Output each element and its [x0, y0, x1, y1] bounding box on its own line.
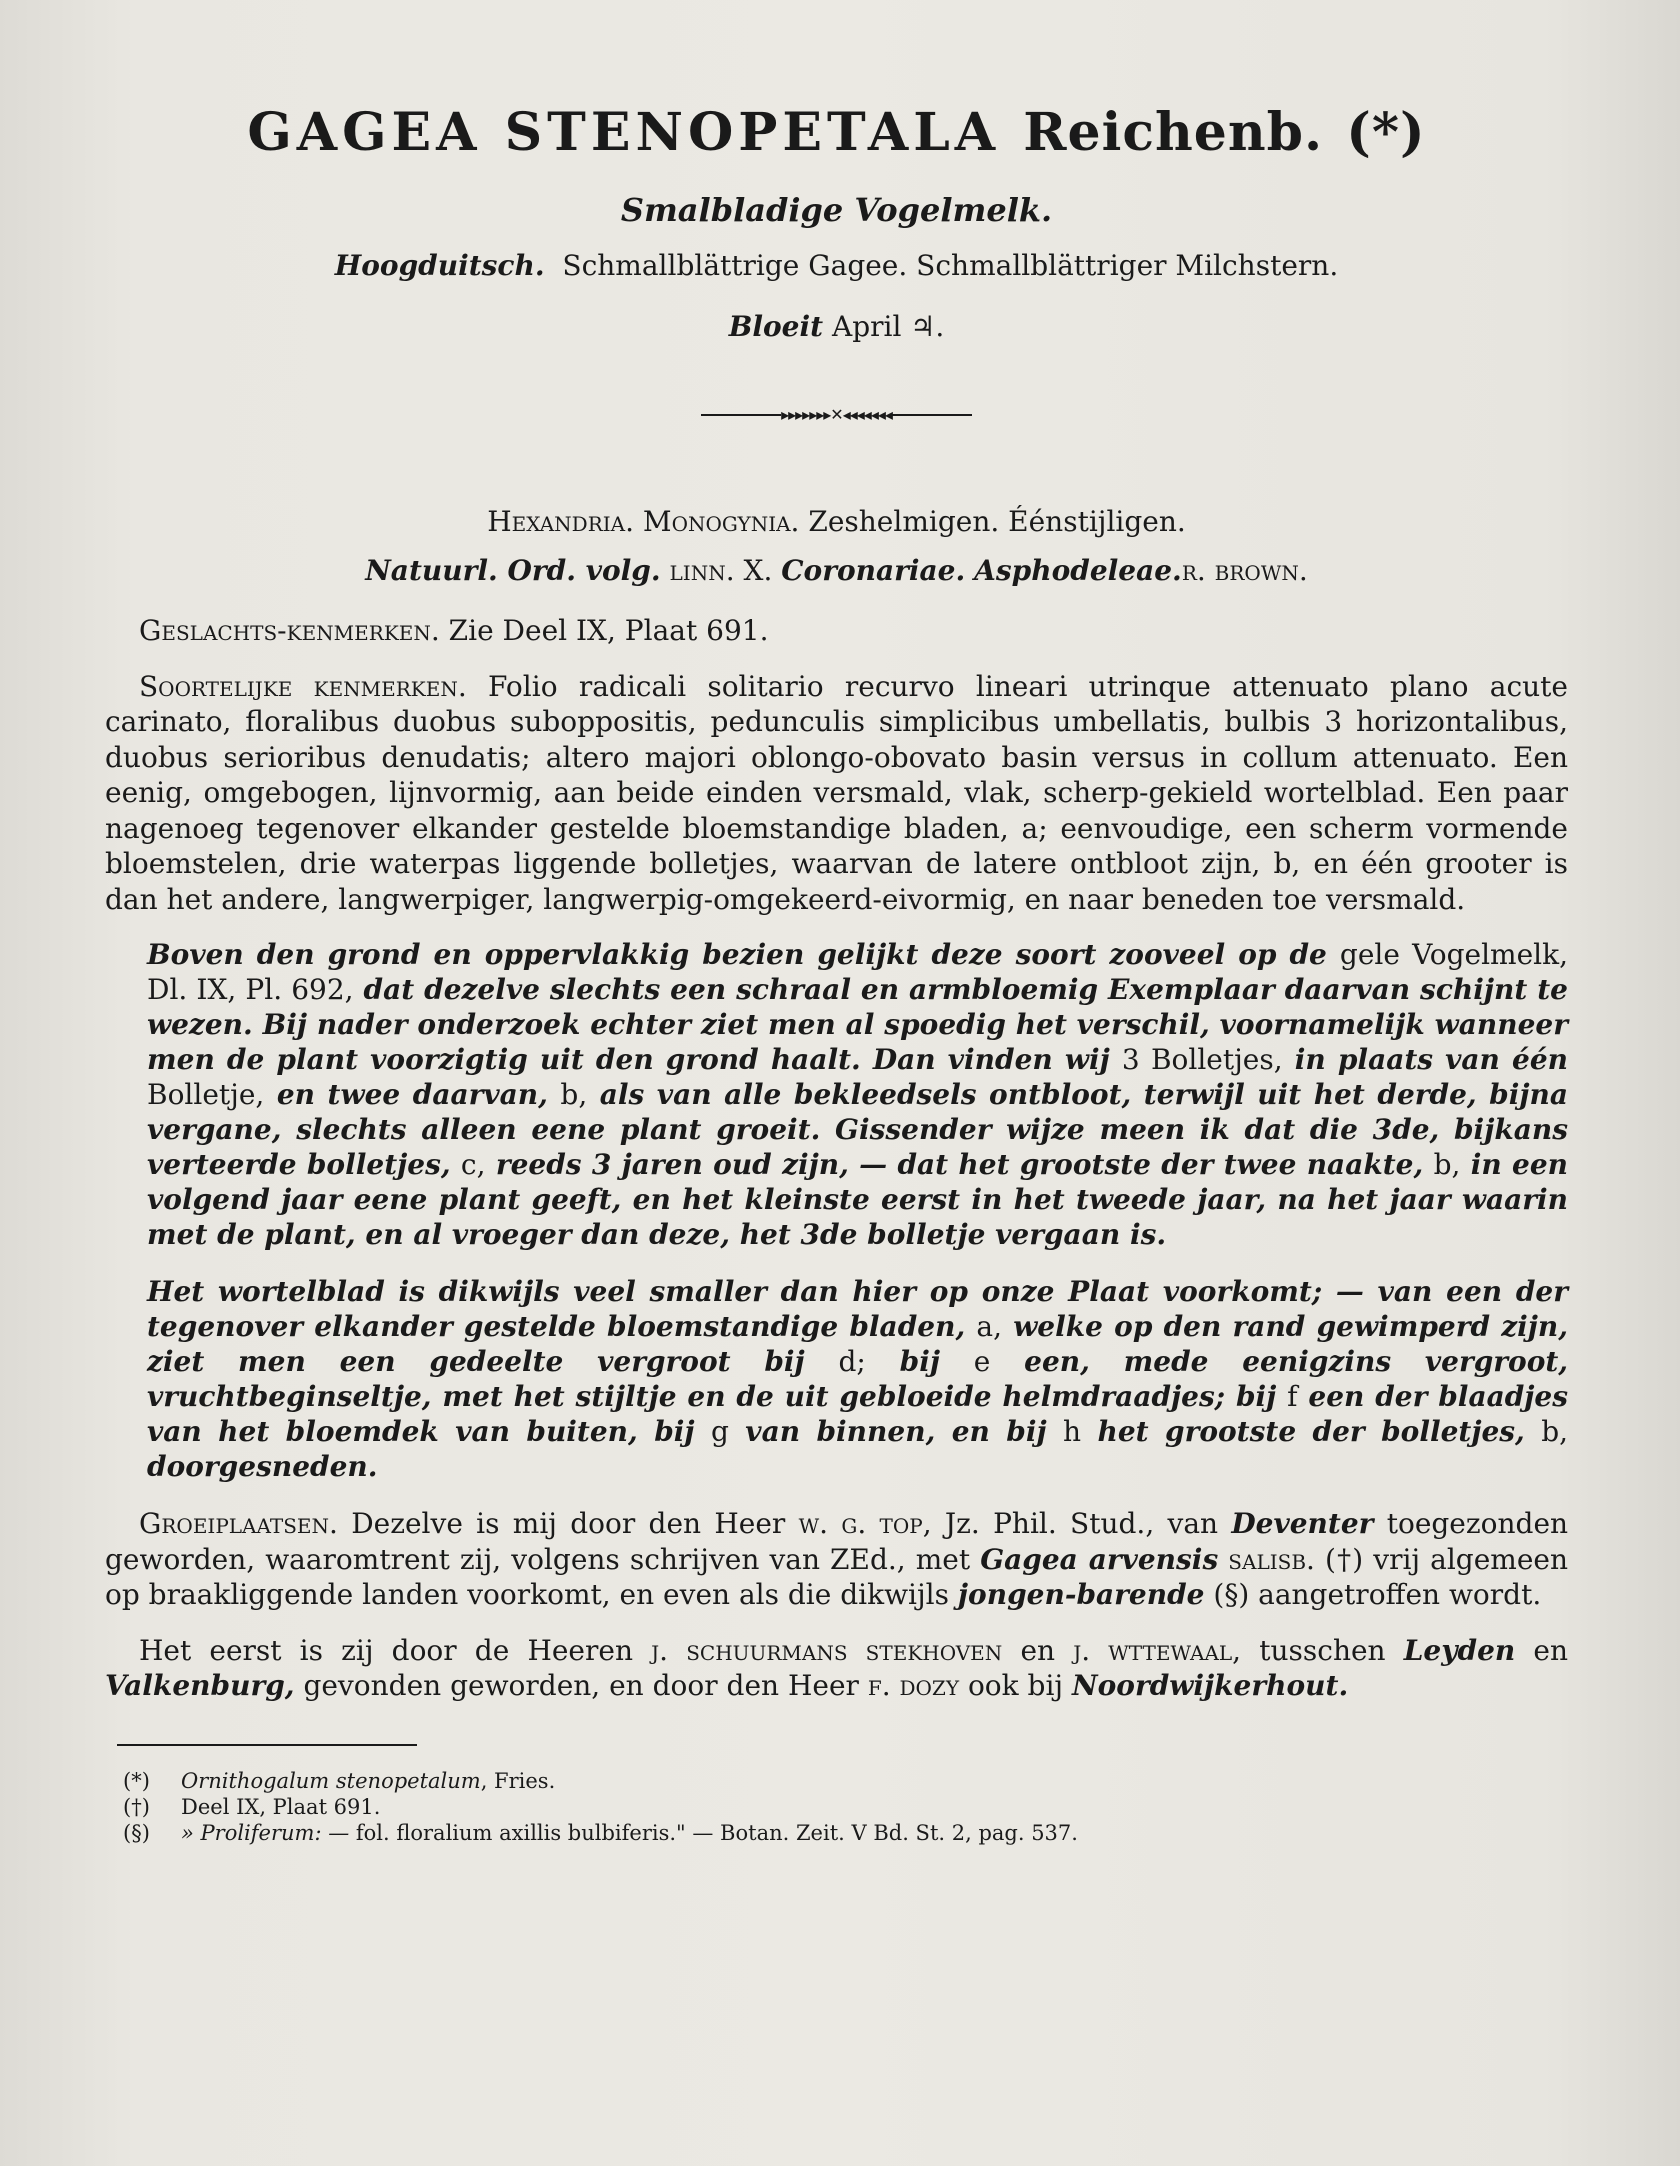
text-run: Dezelve is mij door den Heer [351, 1507, 786, 1540]
species-label: Soortelijke kenmerken. [139, 669, 467, 703]
species-characters [105, 669, 1568, 918]
footnote-mark: (†) [123, 1794, 150, 1819]
text-run: tusschen [1259, 1633, 1386, 1667]
species-author: Reichenb. [1023, 102, 1324, 163]
order-group1: Coronariae. [781, 554, 966, 587]
text-run: en [1020, 1633, 1056, 1667]
class-monogynia: Monogynia. [642, 505, 800, 538]
text-run: (§) aangetroffen wordt. [1213, 1578, 1542, 1611]
author-ref: salisb. [1228, 1542, 1315, 1576]
natural-order [105, 554, 1568, 587]
place-name: Noordwijkerhout. [1072, 1669, 1349, 1702]
text-run: een der blaadjes van het bloemdek van buiten, bij [147, 1380, 1569, 1448]
order-label: Natuurl. Ord. volg. [365, 554, 661, 587]
footnotes [123, 1768, 1568, 1846]
species-text: Folio radicali solitario recurvo lineari utrinque attenuato plano acute carinato, floralibus duobus suboppositis, pedunculis simplicibus umbellatis, bulbis 3 horizontalibus, duobus serioribus denudatis; altero majori oblongo-obovato basin versus in collum attenuato. Een eenig, omgebogen, lijnvormig, aan beide einden versmald, vlak, scherp-gekield wortelblad. Een paar nagenoeg tegenover elkander gestelde bloemstandige bladen, a; eenvoudige, een scherm vormende bloemstelen, drie waterpas liggende bolletjes, waarvan de latere ontbloot zijn, b, en één grooter is dan het andere, langwerpiger, langwerpig-omgekeerd-eivormig, en naar beneden toe versmald. [105, 669, 1568, 916]
german-names [105, 249, 1568, 282]
bloei-text: April ♃. [831, 310, 945, 343]
order-num: X. [743, 554, 773, 587]
classification [105, 505, 1568, 538]
text-run: b, [560, 1078, 588, 1111]
text-run: g [710, 1415, 729, 1448]
text-run: c, [460, 1148, 486, 1181]
term: jongen-barende [957, 1578, 1205, 1611]
description-paragraph-2 [147, 1274, 1568, 1484]
growing-places [105, 1506, 1568, 1613]
genus-text: Zie Deel IX, Plaat 691. [448, 614, 769, 647]
text-run: b, [1541, 1415, 1569, 1448]
genus-characters [105, 613, 1568, 649]
groei-label: Groeiplaatsen. [139, 1507, 338, 1540]
person-name: w. g. top, [798, 1507, 932, 1540]
text-run: toegezonden geworden, waaromtrent zij, volgens schrijven van ZEd., met [105, 1507, 1569, 1576]
text-run: Jz. Phil. Stud., van [944, 1507, 1219, 1540]
text-run: d; [838, 1345, 866, 1378]
text-run: a, [976, 1310, 1002, 1343]
species-name: GAGEA STENOPETALA [247, 102, 1001, 163]
bloei-label: Bloeit [728, 310, 824, 343]
footnote [123, 1820, 1568, 1846]
text-run: doorgesneden. [147, 1450, 378, 1483]
text-run: h [1063, 1415, 1082, 1448]
genus-label: Geslachts-kenmerken. [139, 614, 440, 647]
text-run: f [1287, 1380, 1298, 1413]
footnote-mark: (*) [1346, 102, 1426, 163]
page-title [105, 100, 1568, 165]
place-name: Leyden [1403, 1633, 1516, 1667]
text-run: bij [899, 1345, 940, 1378]
text-run: reeds 3 jaren oud zijn, — dat het grootste der twee naakte, [495, 1148, 1424, 1181]
german-label: Hoogduitsch. [334, 249, 545, 282]
text-run: en twee daarvan, [276, 1078, 548, 1111]
text-run: het grootste der bolletjes, [1097, 1415, 1525, 1448]
footnote-italic: » Proliferum: — [181, 1820, 350, 1845]
text-run: welke op den rand gewimperd zijn, ziet men een gedeelte vergroot bij [147, 1310, 1569, 1378]
footnote-italic: Ornithogalum stenopetalum [181, 1768, 481, 1793]
text-run: 3 Bolletjes, [1121, 1043, 1283, 1076]
class-dutch: Zeshelmigen. Éénstijligen. [808, 505, 1186, 538]
place-name: Deventer [1231, 1507, 1374, 1540]
text-run: in een volgend jaar eene plant geeft, en het kleinste eerst in het tweede jaar, na het jaar waarin met de plant, en al vroeger dan deze, het 3de bolletje vergaan is. [147, 1148, 1568, 1251]
text-run: b, [1433, 1148, 1461, 1181]
order-brown: r. brown. [1181, 554, 1308, 587]
footnote-text: , Fries. [480, 1768, 556, 1793]
text-run: een, mede eenigzins vergroot, vruchtbeginseltje, met het stijltje en de uit gebloeide helmdraadjes; bij [147, 1345, 1569, 1413]
dutch-name: Smalbladige Vogelmelk. [620, 191, 1053, 229]
class-hexandria: Hexandria. [487, 505, 635, 538]
text-run: ook bij [967, 1669, 1064, 1702]
flowering-time [105, 310, 1568, 343]
text-run: e [973, 1345, 991, 1378]
text-run: als van alle bekleedsels ontbloot, terwijl uit het derde, bijna vergane, slechts alleen eene plant groeit. Gissender wijze meen ik dat die 3de, bijkans verteerde bolletjes, [147, 1078, 1569, 1181]
text-run: Het eerst is zij door de Heeren [139, 1633, 633, 1667]
footnote-text: fol. floralium axillis bulbiferis." — Botan. Zeit. V Bd. St. 2, pag. 537. [349, 1820, 1078, 1845]
text-run: gevonden geworden, en door den Heer [303, 1669, 859, 1702]
first-found [105, 1633, 1568, 1704]
text-run: (†) vrij algemeen op braakliggende landen voorkomt, en even als die dikwijls [105, 1542, 1569, 1611]
footnote-text: Deel IX, Plaat 691. [181, 1794, 381, 1819]
place-name: Valkenburg, [105, 1669, 295, 1702]
text-run: gele Vogelmelk, Dl. IX, Pl. 692, [147, 938, 1568, 1006]
person-name: j. schuurmans stekhoven [651, 1633, 1003, 1667]
footnote [123, 1794, 1568, 1820]
person-name: j. wttewaal, [1073, 1633, 1242, 1667]
footnote [123, 1768, 1568, 1794]
footnote-mark: (*) [123, 1768, 150, 1793]
footnote-mark: (§) [123, 1820, 150, 1845]
german-names-text: Schmallblättrige Gagee. Schmallblättriger Milchstern. [562, 249, 1339, 282]
text-run: Boven den grond en oppervlakkig bezien gelijkt deze soort zooveel op de [147, 938, 1327, 971]
text-run: dat dezelve slechts een schraal en armbloemig Exemplaar daarvan schijnt te wezen. Bij nader onderzoek echter ziet men al spoedig het verschil, voornamelijk wanneer men de plant voorzigtig uit den grond haalt. Dan vinden wij [147, 973, 1568, 1076]
ornament-divider: ▸▸▸▸▸▸▸✕◂◂◂◂◂◂◂ [105, 401, 1568, 425]
person-name: f. dozy [867, 1669, 960, 1702]
text-run: van binnen, en bij [745, 1415, 1047, 1448]
description-paragraph-1 [147, 937, 1568, 1252]
text-run: Bolletje, [147, 1078, 265, 1111]
order-group2: Asphodeleae. [974, 554, 1182, 587]
footnote-divider [117, 1744, 417, 1746]
text-run: Het wortelblad is dikwijls veel smaller dan hier op onze Plaat voorkomt; — van een der tegenover elkander gestelde bloemstandige bladen, [147, 1275, 1568, 1343]
species-ref: Gagea arvensis [980, 1542, 1219, 1576]
text-run: en [1533, 1633, 1568, 1667]
text-run: in plaats van één [1294, 1043, 1569, 1076]
order-linn: linn. [669, 554, 735, 587]
